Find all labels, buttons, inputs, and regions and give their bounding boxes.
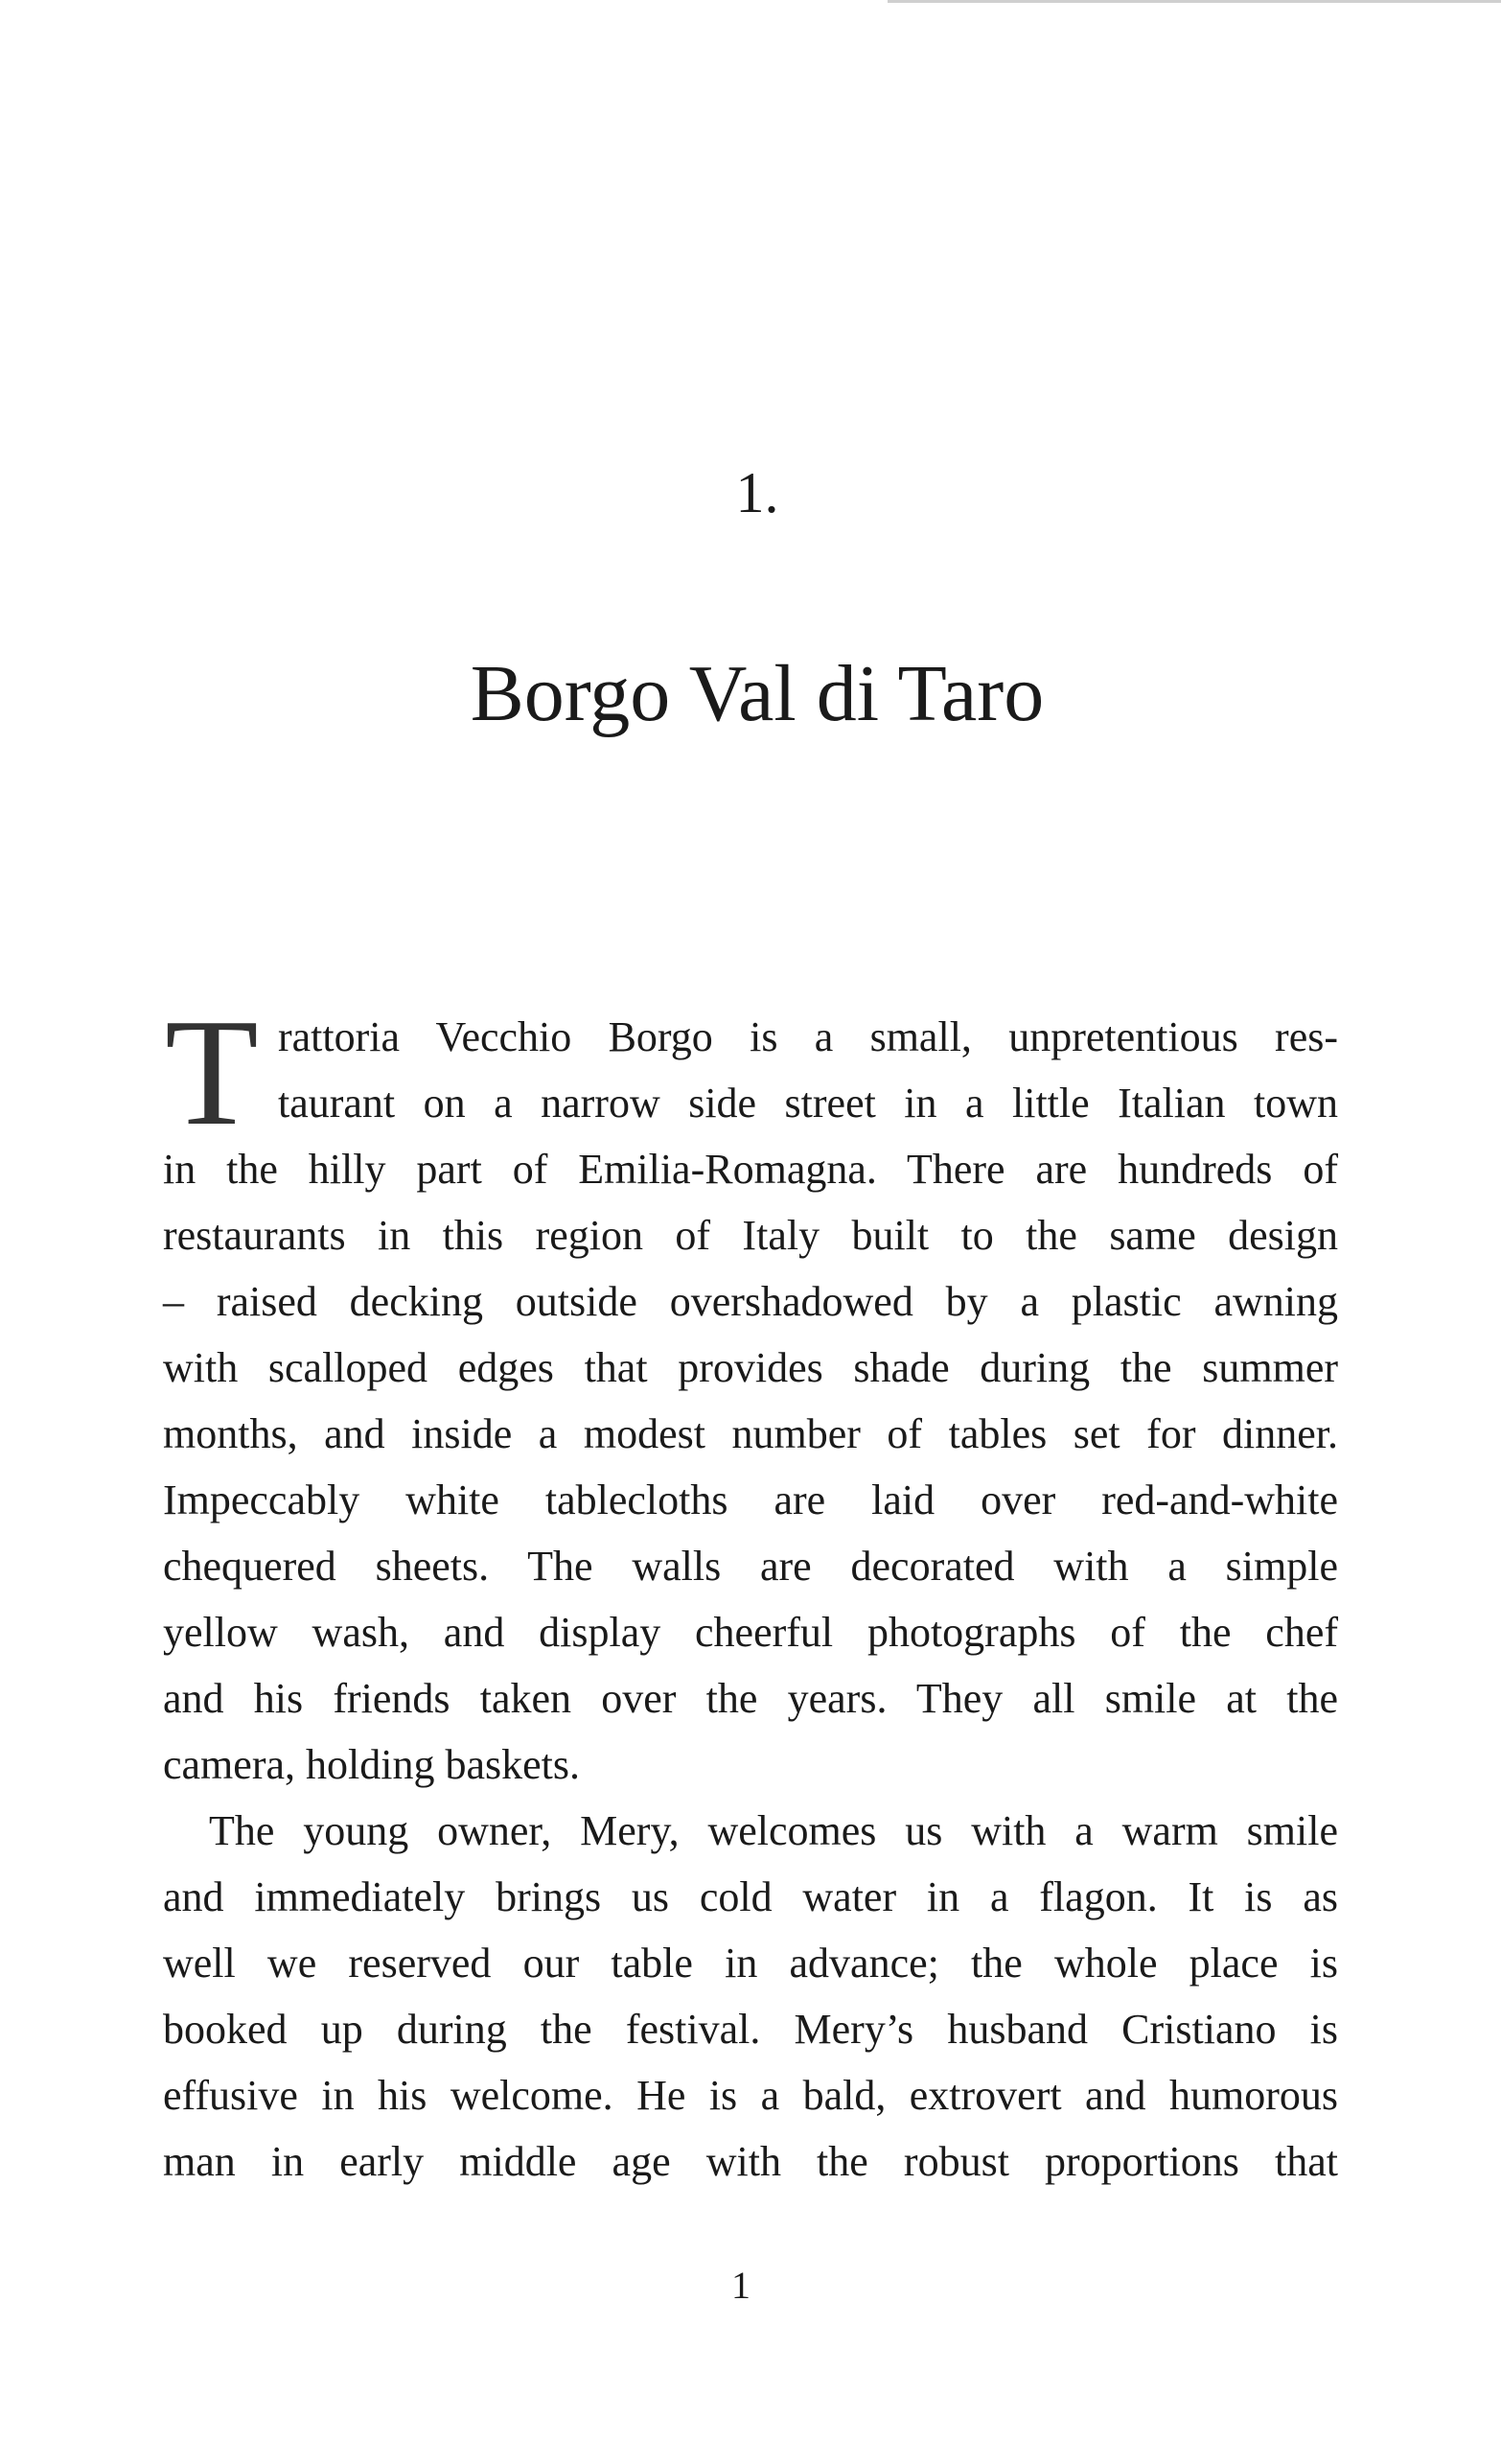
text-line: and his friends taken over the years. They all smile at the bbox=[163, 1675, 1338, 1722]
text-line: chequered sheets. The walls are decorated with a simple bbox=[163, 1543, 1338, 1590]
text-line: yellow wash, and display cheerful photographs of the chef bbox=[163, 1609, 1338, 1656]
text-line: – raised decking outside overshadowed by a plastic awning bbox=[163, 1278, 1338, 1325]
text-line: restaurants in this region of Italy built to the same design bbox=[163, 1212, 1338, 1259]
chapter-number: 1. bbox=[735, 461, 779, 524]
text-line: effusive in his welcome. He is a bald, extrovert and humorous bbox=[163, 2072, 1338, 2119]
page-edge bbox=[888, 0, 1501, 3]
chapter-title: Borgo Val di Taro bbox=[470, 649, 1045, 738]
text-line: well we reserved our table in advance; the whole place is bbox=[163, 1940, 1338, 1987]
text-line: taurant on a narrow side street in a little Italian town bbox=[278, 1080, 1338, 1127]
text-line: camera, holding baskets. bbox=[163, 1741, 580, 1788]
text-line: with scalloped edges that provides shade during the summer bbox=[163, 1344, 1338, 1391]
text-line: booked up during the festival. Mery’s husband Cristiano is bbox=[163, 2006, 1338, 2053]
text-line: Impeccably white tablecloths are laid over red-and-white bbox=[163, 1476, 1338, 1523]
text-line: The young owner, Mery, welcomes us with a warm smile bbox=[209, 1807, 1338, 1854]
drop-cap: T bbox=[165, 987, 259, 1157]
text-line: and immediately brings us cold water in a flagon. It is as bbox=[163, 1873, 1338, 1920]
text-line: in the hilly part of Emilia-Romagna. There are hundreds of bbox=[163, 1146, 1338, 1193]
body-text bbox=[163, 987, 1338, 2195]
text-line: months, and inside a modest number of tables set for dinner. bbox=[163, 1410, 1338, 1457]
text-line: man in early middle age with the robust proportions that bbox=[163, 2138, 1338, 2185]
text-line: rattoria Vecchio Borgo is a small, unpretentious res- bbox=[278, 1013, 1338, 1060]
page-number: 1 bbox=[731, 2264, 750, 2307]
